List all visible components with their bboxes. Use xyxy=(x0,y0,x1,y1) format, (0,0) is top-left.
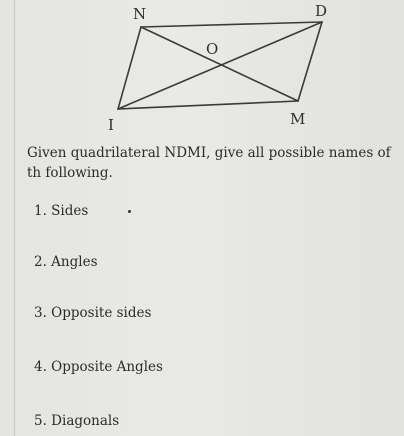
side-mi xyxy=(118,101,298,109)
quadrilateral-figure xyxy=(0,0,404,140)
instruction-text: Given quadrilateral NDMI, give all possible names of th following. xyxy=(27,145,391,181)
question-angles: 2. Angles xyxy=(34,254,98,270)
vertex-label-i: I xyxy=(108,116,114,134)
question-diagonals: 5. Diagonals xyxy=(34,413,120,429)
pen-mark xyxy=(128,210,131,213)
diagonal-di xyxy=(118,22,322,109)
question-opposite-angles: 4. Opposite Angles xyxy=(34,359,163,375)
vertex-label-n: N xyxy=(133,5,147,23)
side-in xyxy=(118,27,141,109)
side-dm xyxy=(298,22,322,101)
question-opposite-sides: 3. Opposite sides xyxy=(34,305,152,321)
side-nd xyxy=(141,22,322,27)
vertex-label-m: M xyxy=(290,110,306,128)
vertex-label-o: O xyxy=(206,40,219,58)
question-sides: 1. Sides xyxy=(34,203,89,219)
vertex-label-d: D xyxy=(315,2,328,20)
